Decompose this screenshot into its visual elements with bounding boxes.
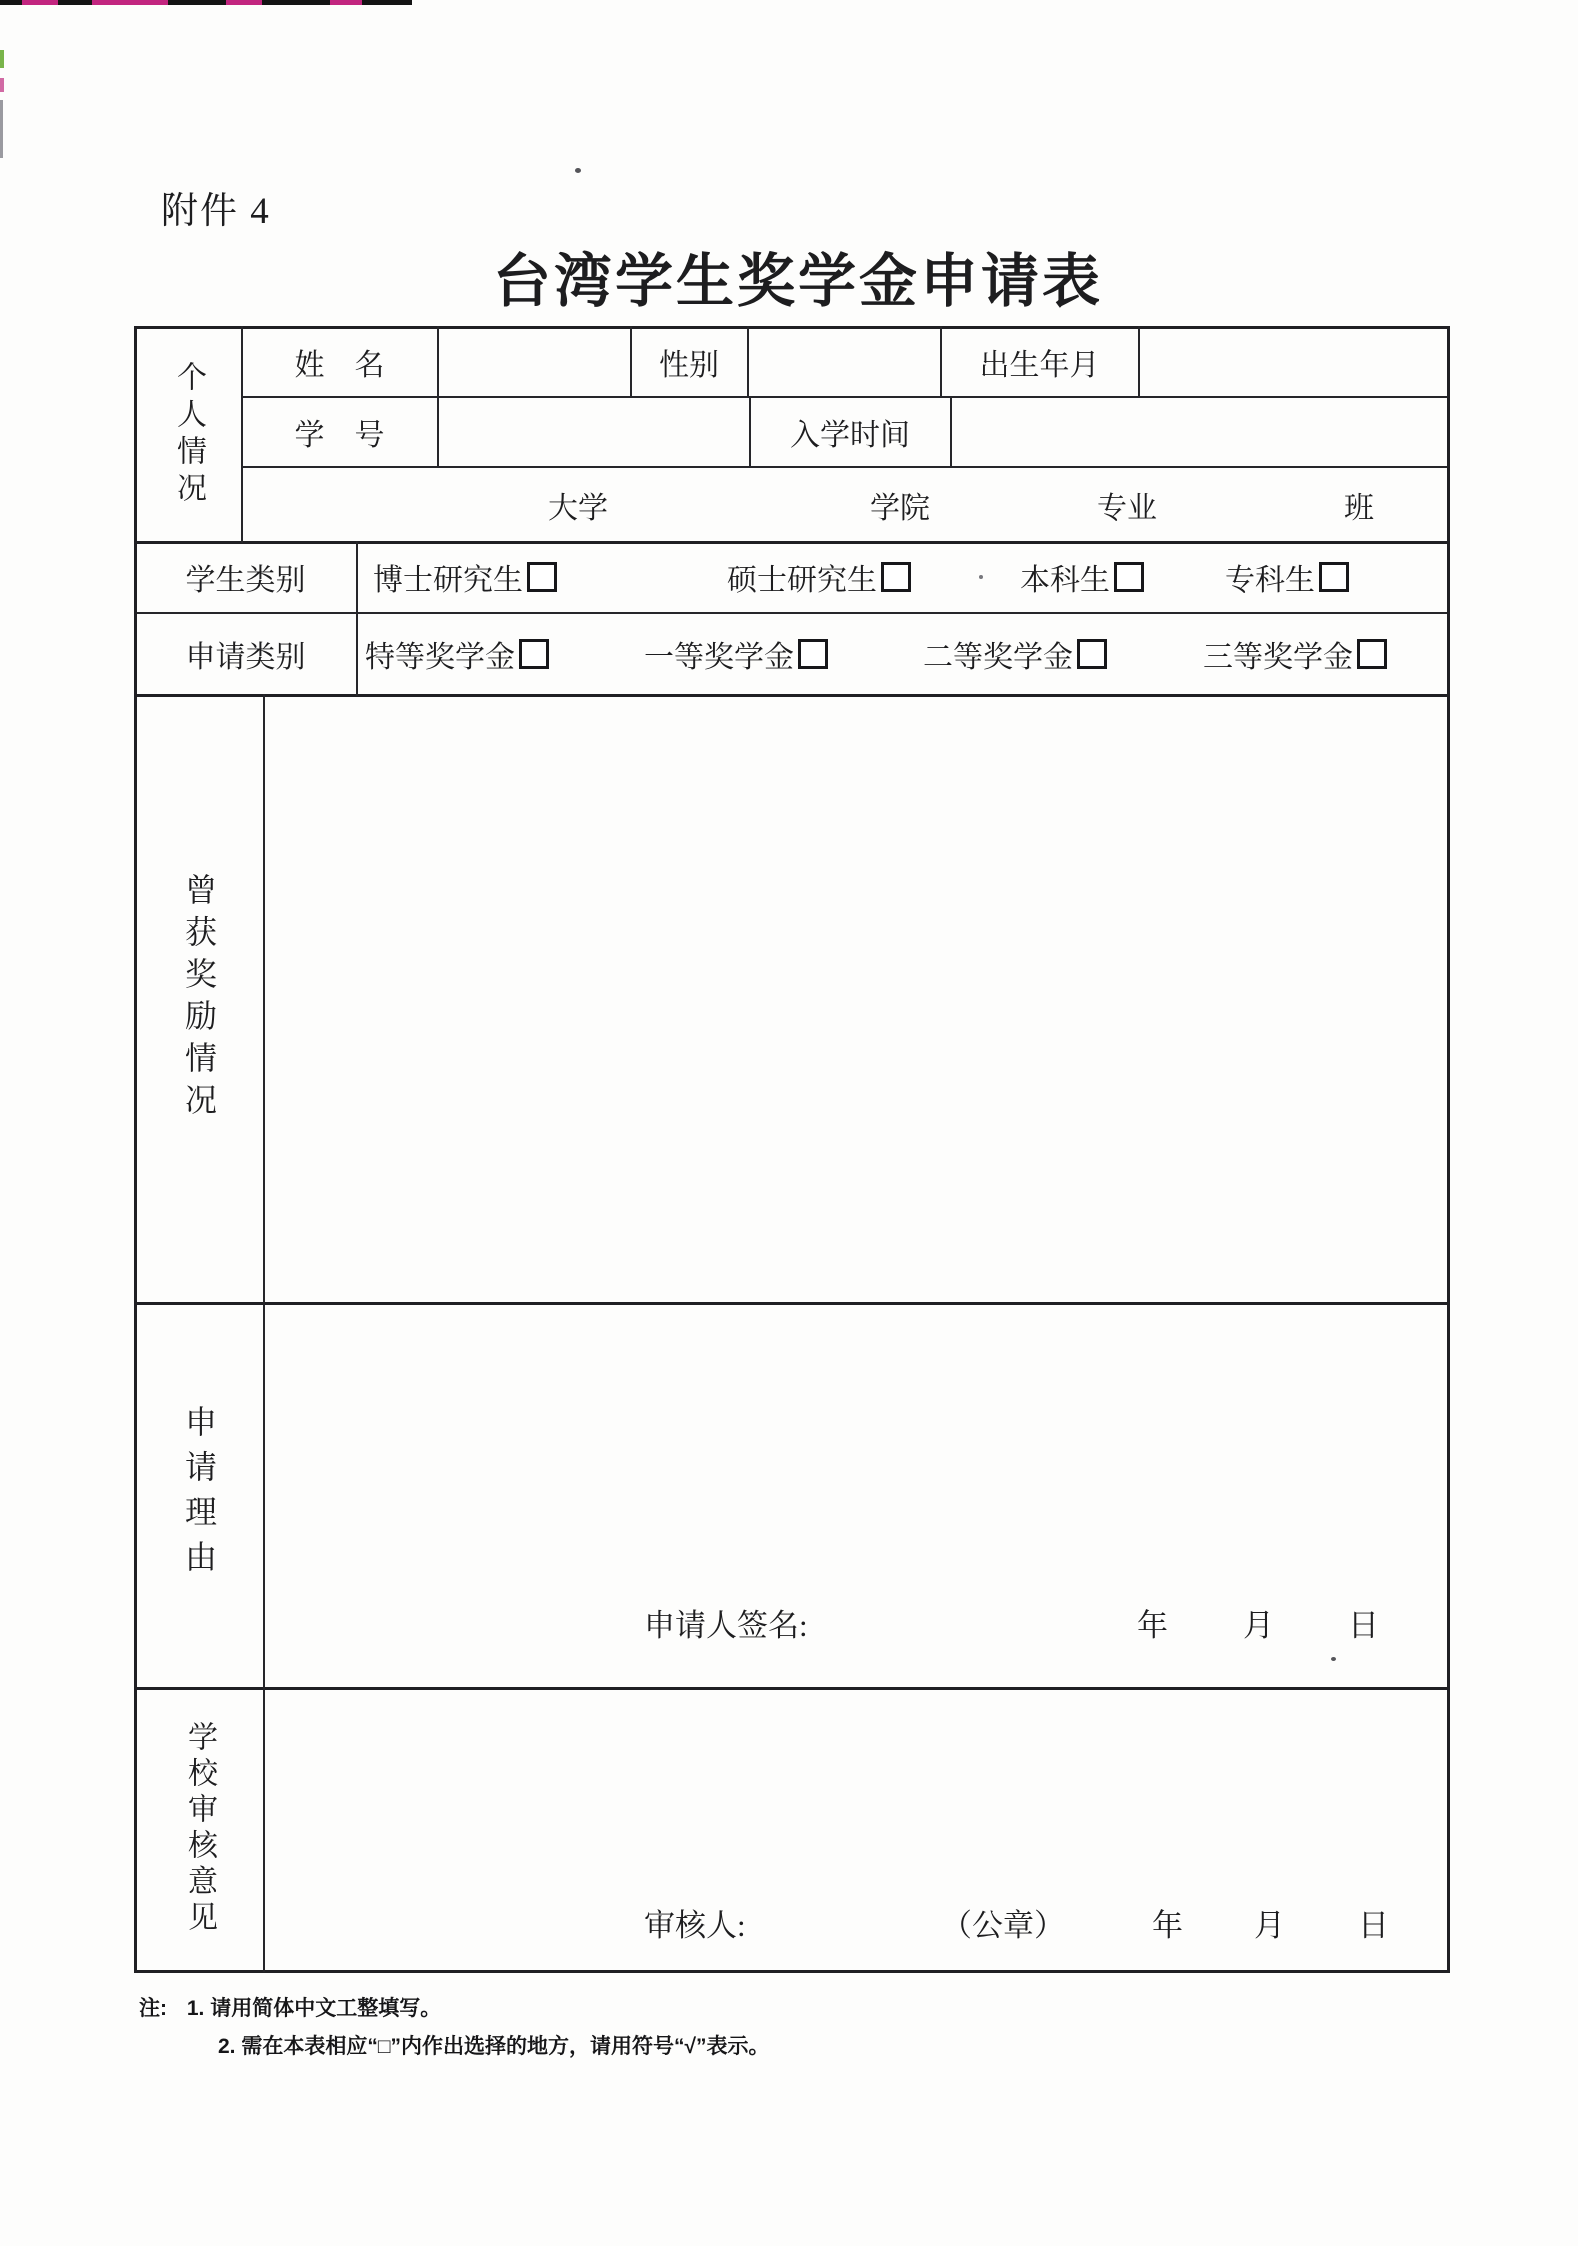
student-type-options-cell — [358, 544, 1445, 610]
student-type-label: 学生类别 — [185, 564, 306, 597]
scan-magenta-artifact — [92, 0, 168, 5]
option-label: 专科生 — [1225, 564, 1315, 597]
empty-checkbox-icon — [1114, 562, 1144, 592]
notes-prefix: 注: — [139, 1997, 167, 2020]
awards-section-label-cell — [137, 697, 261, 1300]
student-type-option-doctoral — [373, 555, 557, 599]
empty-checkbox-icon — [1319, 562, 1349, 592]
scan-speck-artifact — [0, 50, 4, 68]
note-line-2 — [218, 2030, 770, 2060]
apply-type-option-first — [644, 632, 828, 676]
apply-type-option-special — [365, 632, 549, 676]
reason-year-label: 年 — [1137, 1608, 1168, 1643]
name-label: 姓 名 — [294, 349, 385, 382]
option-label: 博士研究生 — [373, 564, 523, 597]
note-item-2: 2. 需在本表相应“□”内作出选择的地方，请用符号“√”表示。 — [218, 2035, 770, 2058]
scan-speck-artifact — [0, 100, 3, 158]
awards-section-label: 曾获奖励情况 — [181, 872, 217, 1125]
scan-magenta-artifact — [22, 0, 58, 5]
empty-checkbox-icon — [1077, 639, 1107, 669]
review-day-label: 日 — [1358, 1908, 1389, 1943]
attachment-label: 附件 4 — [161, 191, 271, 232]
empty-checkbox-icon — [1357, 639, 1387, 669]
scan-magenta-artifact — [330, 0, 362, 5]
awards-content-cell — [266, 697, 1445, 1300]
student-id-value-cell — [440, 399, 747, 465]
option-label: 本科生 — [1020, 564, 1110, 597]
birth-date-label: 出生年月 — [979, 349, 1100, 382]
student-type-option-master — [727, 555, 911, 599]
apply-type-option-third — [1203, 632, 1387, 676]
enroll-time-value-cell — [953, 399, 1445, 465]
gender-label: 性别 — [659, 349, 719, 382]
gender-value-cell — [750, 329, 938, 395]
major-label: 专业 — [1097, 491, 1157, 525]
form-title: 台湾学生奖学金申请表 — [492, 249, 1104, 314]
option-label: 三等奖学金 — [1203, 641, 1353, 674]
scan-dot-artifact — [575, 168, 581, 173]
option-label: 一等奖学金 — [644, 641, 794, 674]
apply-type-label: 申请类别 — [185, 641, 306, 674]
note-line-1 — [139, 1992, 441, 2022]
empty-checkbox-icon — [881, 562, 911, 592]
reviewer-label: 审核人: — [644, 1908, 746, 1943]
student-type-option-undergraduate — [1020, 555, 1144, 599]
option-label: 特等奖学金 — [365, 641, 515, 674]
empty-checkbox-icon — [527, 562, 557, 592]
school-info-cell — [244, 469, 1445, 540]
college-label: 学院 — [870, 491, 930, 525]
option-label: 二等奖学金 — [923, 641, 1073, 674]
applicant-signature-label: 申请人签名: — [644, 1608, 808, 1643]
scan-magenta-artifact — [226, 0, 262, 5]
empty-checkbox-icon — [519, 639, 549, 669]
birth-date-value-cell — [1141, 329, 1445, 395]
reason-day-label: 日 — [1348, 1608, 1379, 1643]
class-label: 班 — [1344, 491, 1374, 525]
reason-section-label: 申请理由 — [181, 1405, 217, 1585]
personal-section-label: 个人情况 — [172, 360, 205, 509]
review-section-label-cell — [137, 1690, 261, 1968]
scan-speck-artifact — [0, 78, 4, 92]
reason-month-label: 月 — [1243, 1608, 1274, 1643]
personal-section-label-cell — [137, 329, 239, 540]
student-type-option-associate — [1225, 555, 1349, 599]
apply-type-option-second — [923, 632, 1107, 676]
review-year-label: 年 — [1152, 1908, 1183, 1943]
review-section-label: 学校审核意见 — [183, 1721, 216, 1937]
name-value-cell — [440, 329, 628, 395]
option-label: 硕士研究生 — [727, 564, 877, 597]
empty-checkbox-icon — [798, 639, 828, 669]
note-item-1: 1. 请用简体中文工整填写。 — [186, 1997, 442, 2020]
reason-section-label-cell — [137, 1305, 261, 1685]
official-seal-label: （公章） — [941, 1908, 1065, 1943]
enroll-time-label: 入学时间 — [790, 419, 910, 452]
student-id-label: 学 号 — [294, 419, 385, 452]
university-label: 大学 — [548, 491, 608, 525]
apply-type-options-cell — [358, 615, 1445, 693]
review-month-label: 月 — [1254, 1908, 1285, 1943]
